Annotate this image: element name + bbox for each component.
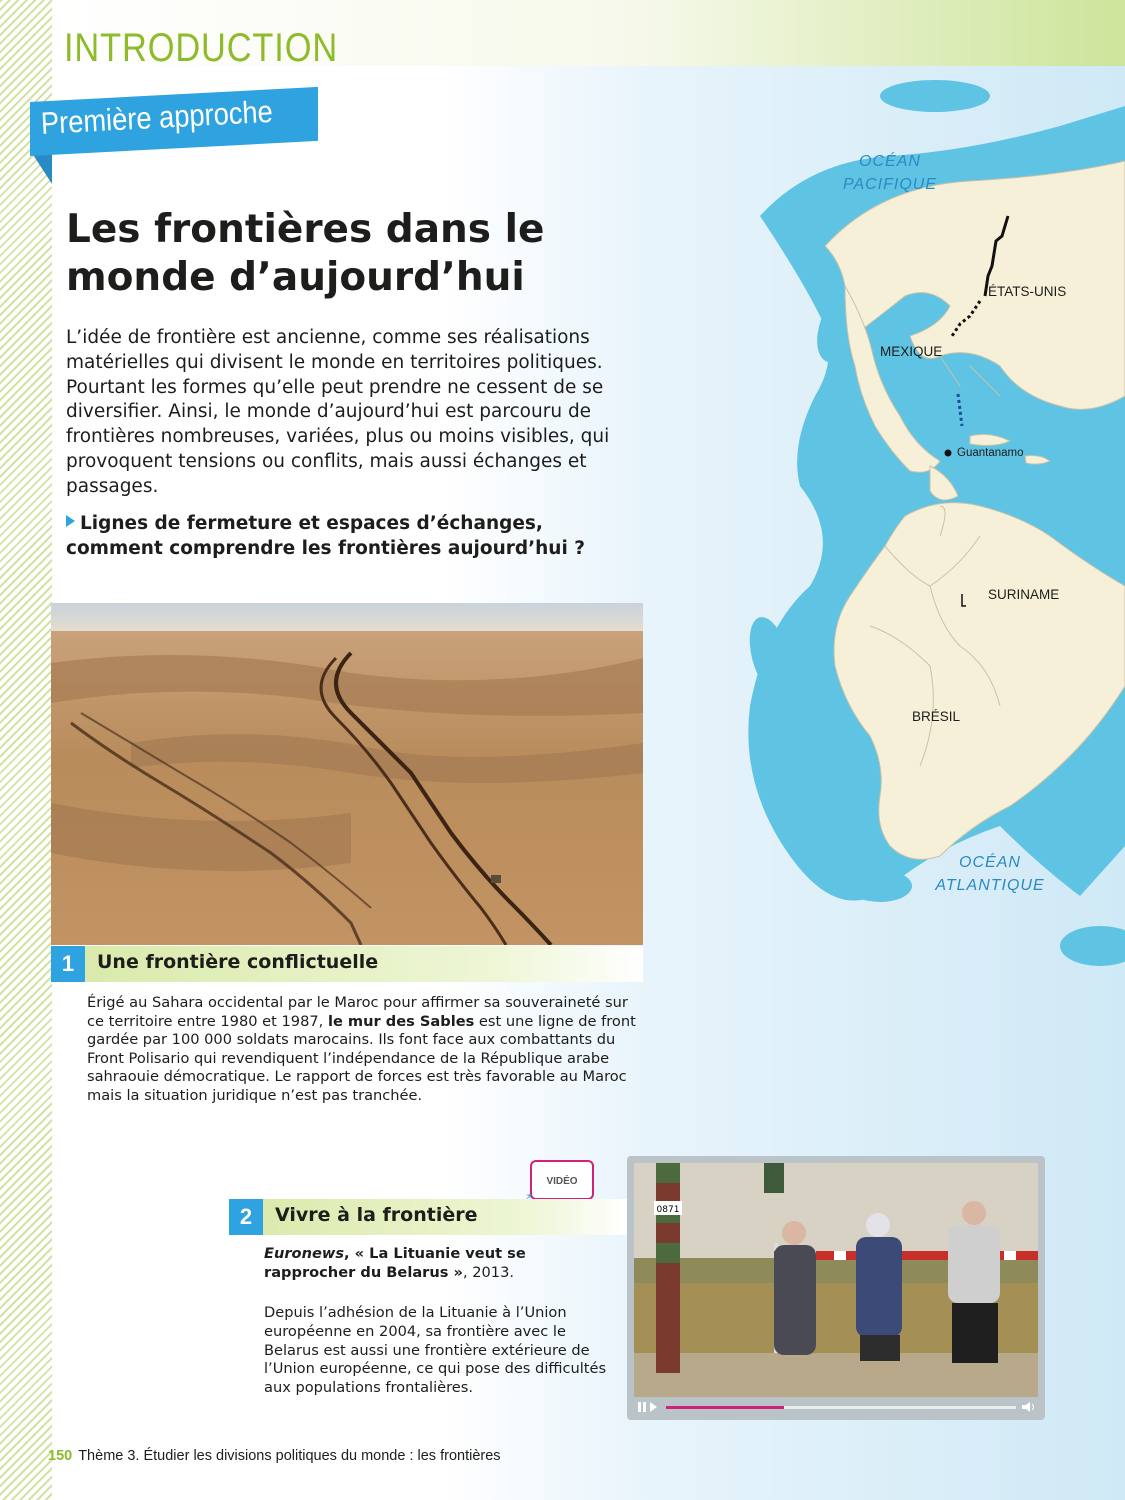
volume-icon (1022, 1402, 1034, 1412)
progress-fill (666, 1406, 784, 1409)
footer-text: Thème 3. Étudier les divisions politiques du monde : les frontières (78, 1448, 501, 1464)
page-footer (48, 1448, 501, 1464)
video-controls (634, 1399, 1038, 1415)
doc1-caption: Érigé au Sahara occidental par le Maroc pour affirmer sa souveraineté sur ce territoire entre 1980 et 1987, le mur des Sables est une ligne de front gardée par 100 000 soldats marocains. Ils font face aux combattants du Front Polisario qui revendiquent l’indépendance de la République arabe sahraouie démocratique. Le rapport de forces est très favorable au Maroc mais la situation juridique n’est pas tranchée. (87, 994, 636, 1104)
video-player[interactable] (627, 1156, 1045, 1420)
doc2-header (229, 1199, 629, 1235)
doc1-header (51, 946, 643, 982)
page-title: Les frontières dans le monde d’aujourd’hui (66, 207, 545, 300)
doc2-source: Euronews, « La Lituanie veut se rapprocher du Belarus », 2013. (264, 1245, 526, 1281)
doc2-title: Vivre à la frontière (275, 1204, 478, 1226)
ocean-atlantic-label: OCÉAN ATLANTIQUE (935, 854, 1045, 894)
problem-question: Lignes de fermeture et espaces d’échanges, comment comprendre les frontières aujourd’hui ? (66, 513, 585, 559)
doc1-title: Une frontière conflictuelle (97, 951, 379, 973)
americas-map (640, 66, 1125, 966)
map-label-suriname: SURINAME (988, 587, 1060, 602)
play-pause-icon (638, 1402, 657, 1412)
map-label-brazil: BRÉSIL (912, 709, 961, 724)
badge-label: Première approche (40, 93, 274, 141)
guantanamo-dot (945, 450, 952, 457)
intro-paragraph: L’idée de frontière est ancienne, comme ses réalisations matérielles qui divisent le monde en territoires politiques. Pourtant les formes qu’elle peut prendre ne cessent de se diversifier. Ainsi, le monde d’aujourd’hui est parcouru de frontières nombreuses, variées, plus ou moins visibles, qui provoquent tensions ou conflits, mais aussi échanges et passages. (66, 327, 610, 497)
doc2-caption: Depuis l’adhésion de la Lituanie à l’Union européenne en 2004, sa frontière avec le Belarus est aussi une frontière extérieure de l’Union européenne, ce qui pose des difficultés aux populations frontalières. (264, 1304, 607, 1397)
triangle-arrow-icon (66, 515, 75, 527)
doc1-number: 1 (51, 946, 85, 982)
sand-wall-photo (51, 603, 643, 945)
section-title: INTRODUCTION (64, 26, 339, 70)
map-label-guantanamo: Guantanamo (957, 447, 1024, 459)
video-tag[interactable]: VIDÉO (530, 1160, 594, 1200)
border-post-number: 0871 (656, 1205, 680, 1215)
hatched-margin (0, 0, 52, 1500)
video-frame (634, 1163, 1038, 1397)
map-label-mexico: MEXIQUE (880, 344, 943, 359)
doc2-number: 2 (229, 1199, 263, 1235)
page-number: 150 (48, 1448, 73, 1464)
ocean-pacific-label: OCÉAN PACIFIQUE (842, 153, 938, 193)
map-label-usa: ÉTATS-UNIS (988, 284, 1067, 299)
